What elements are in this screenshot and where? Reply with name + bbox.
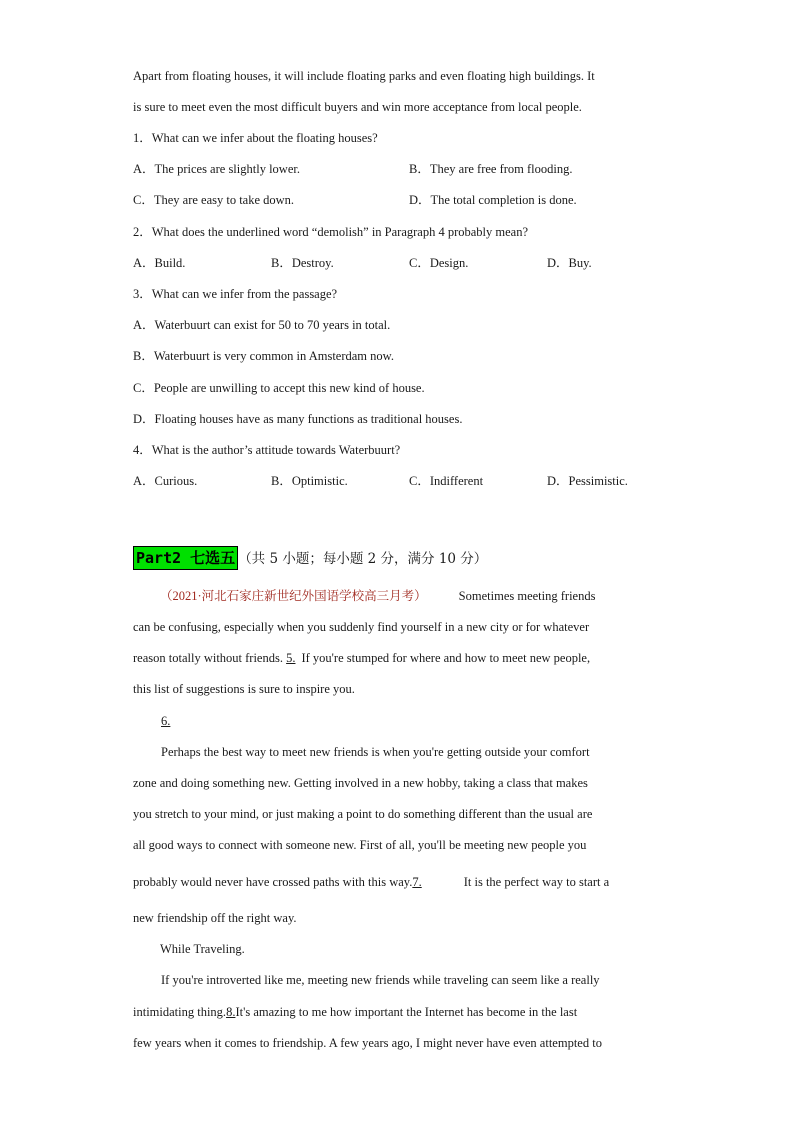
blank-6-line — [161, 713, 180, 729]
question-1-option-a: A．The prices are slightly lower. — [133, 162, 300, 176]
paragraph-line: Perhaps the best way to meet new friends is when you're getting outside your comfort — [161, 745, 590, 759]
paragraph-line: zone and doing something new. Getting involved in a new hobby, taking a class that makes — [133, 776, 588, 790]
question-1-option-d: D．The total completion is done. — [409, 193, 577, 207]
paragraph-text: It's amazing to me how important the Internet has become in the last — [235, 1005, 578, 1019]
question-1-stem: 1．What can we infer about the floating houses? — [133, 131, 378, 145]
part2-intro-line: can be confusing, especially when you suddenly find yourself in a new city or for whatever — [133, 620, 590, 634]
part2-scoring-info: （共 5 小题；每小题 2 分，满分 10 分） — [238, 551, 488, 567]
question-2-stem: 2．What does the underlined word “demolish” in Paragraph 4 probably mean? — [133, 225, 529, 239]
question-1-option-b: B．They are free from flooding. — [409, 162, 573, 176]
paragraph-text: probably would never have crossed paths with this way. — [133, 875, 413, 889]
question-1-option-c: C．They are easy to take down. — [133, 193, 295, 207]
question-4-option-b: B．Optimistic. — [271, 474, 348, 488]
intro-text: Sometimes meeting friends — [458, 589, 596, 603]
question-4-stem: 4．What is the author’s attitude towards Waterbuurt? — [133, 443, 401, 457]
paragraph-line: few years when it comes to friendship. A few years ago, I might never have even attempted to — [133, 1036, 602, 1050]
question-3-stem: 3．What can we infer from the passage? — [133, 287, 338, 301]
part2-badge: Part2 七选五 — [133, 546, 238, 570]
question-3-option-b: B．Waterbuurt is very common in Amsterdam now. — [133, 349, 394, 363]
paragraph-text: intimidating thing. — [133, 1005, 227, 1019]
question-3-option-c: C．People are unwilling to accept this new kind of house. — [133, 381, 425, 395]
part2-intro-line — [160, 588, 595, 604]
paragraph-line — [133, 1004, 577, 1020]
passage-line: is sure to meet even the most difficult buyers and win more acceptance from local people. — [133, 100, 582, 114]
section-heading-traveling: While Traveling. — [160, 942, 245, 956]
question-3-option-d: D．Floating houses have as many functions as traditional houses. — [133, 412, 463, 426]
paragraph-text: It is the perfect way to start a — [463, 875, 610, 889]
blank-8: 8. — [226, 1005, 236, 1019]
part2-source: （2021·河北石家庄新世纪外国语学校高三月考） — [160, 589, 427, 603]
part2-heading — [133, 546, 487, 570]
question-2-option-c: C．Design. — [409, 256, 469, 270]
paragraph-line — [133, 874, 609, 890]
paragraph-line: new friendship off the right way. — [133, 911, 297, 925]
blank-5: 5. — [286, 651, 296, 665]
blank-7: 7. — [412, 875, 422, 889]
question-3-option-a: A．Waterbuurt can exist for 50 to 70 years in total. — [133, 318, 391, 332]
blank-6: 6. — [161, 714, 171, 728]
question-2-option-d: D．Buy. — [547, 256, 592, 270]
intro-text: reason totally without friends. — [133, 651, 287, 665]
question-4-option-c: C．Indifferent — [409, 474, 484, 488]
passage-line: Apart from floating houses, it will include floating parks and even floating high buildings. It — [133, 69, 595, 83]
paragraph-line: all good ways to connect with someone new. First of all, you'll be meeting new people you — [133, 838, 587, 852]
paragraph-line: you stretch to your mind, or just making a point to do something different than the usual are — [133, 807, 593, 821]
question-2-option-b: B．Destroy. — [271, 256, 334, 270]
question-4-option-a: A．Curious. — [133, 474, 198, 488]
part2-intro-line: this list of suggestions is sure to inspire you. — [133, 682, 355, 696]
paragraph-line: If you're introverted like me, meeting new friends while traveling can seem like a really — [161, 973, 600, 987]
part2-intro-line — [133, 650, 590, 666]
question-2-option-a: A．Build. — [133, 256, 186, 270]
intro-text: If you're stumped for where and how to meet new people, — [301, 651, 591, 665]
question-4-option-d: D．Pessimistic. — [547, 474, 628, 488]
